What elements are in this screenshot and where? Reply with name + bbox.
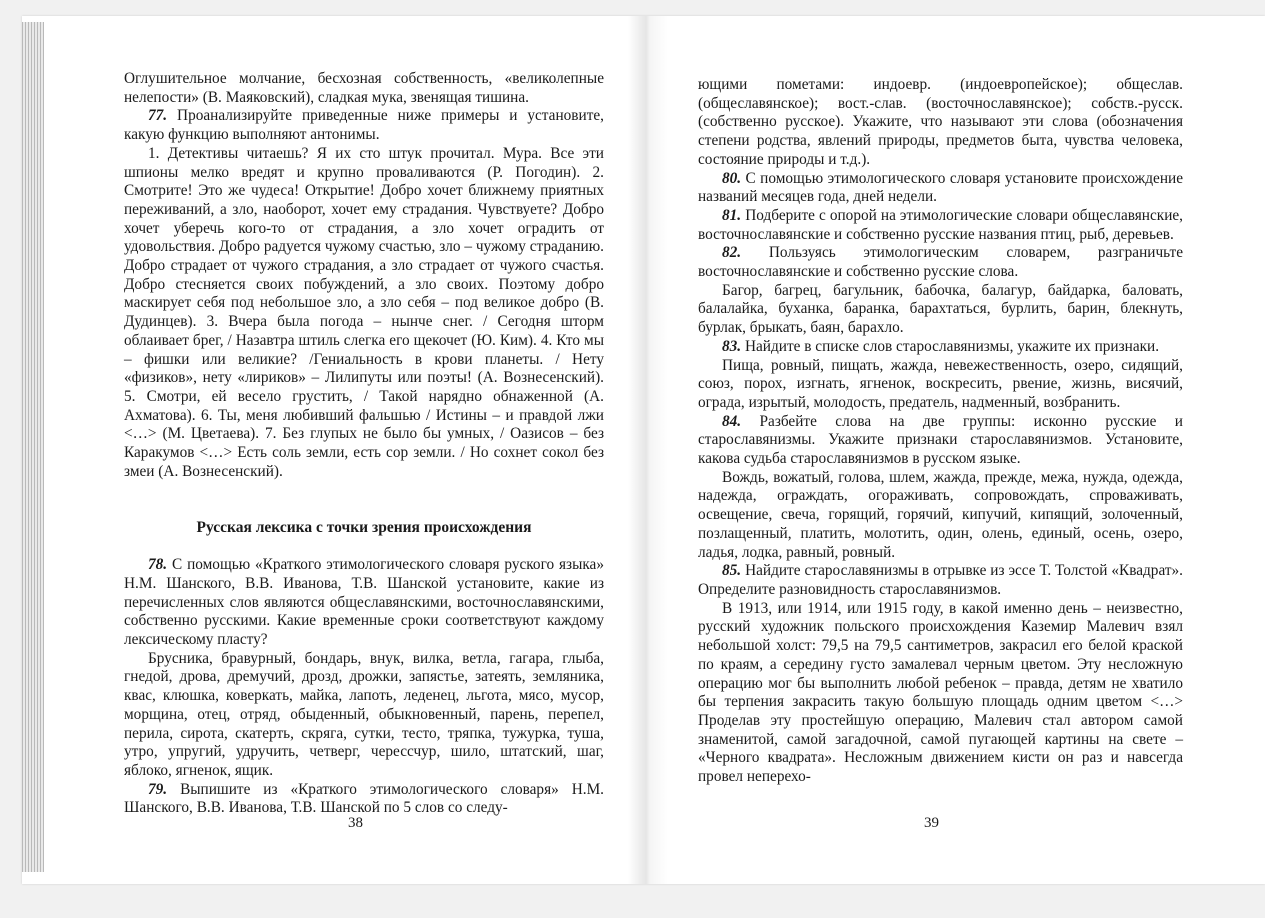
exercise-number: 84. — [722, 412, 742, 430]
page-edges — [22, 22, 44, 872]
exercise-text: Найдите старославянизмы в отрывке из эссе Т. Толстой «Квадрат». Определите разновидность старославянизмов. — [698, 562, 1184, 598]
exercise-text: Проанализируйте приведенные ниже примеры и установите, какую функцию выполняют антонимы. — [124, 107, 604, 144]
body-paragraph: В 1913, или 1914, или 1915 году, в какой именно день – неизвестно, русский художник польского происхождения Каземир Малевич взял небольшой холст: 79,5 на 79,5 сантиметров, закрасил его белой краской по краям, а середину густо замалевал черным цветом. Эту несложную операцию мог бы выполнить любой ребенок – правда, детям не хватило бы терпения закрасить такую большую площадь одним цветом <…> Проделав эту простейшую операцию, Малевич стал автором самой знаменитой, самой загадочной, самой пугающей картины на свете – «Черного квадрата». Несложным движением кисти он раз и навсегда провел неперехо- — [698, 599, 1183, 786]
exercise-paragraph — [698, 413, 1183, 469]
section-title: Русская лексика с точки зрения происхождения — [196, 519, 532, 537]
exercise-paragraph — [698, 207, 1183, 244]
right-page-text — [698, 76, 1183, 787]
body-paragraph: Пища, ровный, пищать, жажда, невежественность, озеро, сидящий, союз, порох, изгнать, ягненок, воскресить, рвение, жизнь, висячий, ограда, изрытый, молодость, предатель, надменный, возбранить. — [698, 356, 1183, 411]
exercise-number: 77. — [148, 107, 168, 125]
exercise-paragraph — [124, 107, 604, 144]
exercise-number: 79. — [148, 780, 168, 798]
exercise-paragraph — [124, 556, 604, 650]
exercise-paragraph — [698, 244, 1183, 281]
exercise-text: С помощью этимологического словаря установите происхождение названий месяцев года, дней недели. — [698, 169, 1183, 206]
exercise-paragraph — [698, 170, 1183, 207]
exercise-number: 83. — [722, 337, 742, 355]
body-paragraph: Багор, багрец, багульник, бабочка, балагур, байдарка, баловать, балалайка, буханка, баранка, барахтаться, бурлить, барин, блекнуть, бурлак, брыкать, баян, барахло. — [698, 281, 1183, 337]
exercise-number: 85. — [722, 562, 742, 580]
exercise-number: 82. — [722, 244, 742, 262]
exercise-text: Разбейте слова на две группы: исконно русские и старославянизмы. Укажите признаки старославянизмов. Установите, какова судьба старославянизмов в русском языке. — [698, 412, 1183, 468]
exercise-text: Выпишите из «Краткого этимологического словаря» Н.М. Шанского, В.В. Иванова, Т.В. Шанской по 5 слов со следу- — [124, 780, 604, 817]
exercise-number: 81. — [722, 206, 742, 224]
exercise-text: Пользуясь этимологическим словарем, разграничьте восточнославянские и собственно русские слова. — [698, 244, 1184, 281]
exercise-text: Найдите в списке слов старославянизмы, укажите их признаки. — [744, 337, 1160, 355]
page-number-left: 38 — [348, 815, 363, 831]
body-paragraph: Оглушительное молчание, бесхозная собственность, «великолепные нелепости» (В. Маяковский), сладкая мука, звенящая тишина. — [124, 70, 604, 106]
body-paragraph: Вождь, вожатый, голова, шлем, жажда, прежде, межа, нужда, одежда, надежда, ограждать, огораживать, сопровождать, спроваживать, освещение, свеча, горящий, горячий, кипучий, кипящий, золоченный, позлащенный, платить, молотить, один, олень, единый, осень, озеро, ладья, лодка, равный, ровный. — [698, 468, 1183, 561]
exercise-text: С помощью «Краткого этимологического словаря руского языка» Н.М. Шанского, В.В. Иванова, Т.В. Шанской установите, какие из перечисленных слов являются общеславянскими, восточнославянскими, собственно русскими. Какие временные сроки соответствуют каждому лексическому пласту? — [124, 556, 604, 648]
exercise-number: 78. — [148, 556, 168, 574]
exercise-paragraph — [698, 338, 1183, 357]
left-page-text — [124, 70, 604, 818]
exercise-number: 80. — [722, 169, 742, 187]
exercise-paragraph — [124, 781, 604, 818]
exercise-text: Подберите с опорой на этимологические словари общеславянские, восточнославянские и собственно русские названия птиц, рыб, деревьев. — [698, 206, 1183, 243]
body-paragraph: ющими пометами: индоевр. (индоевропейское); общеслав. (общеславянское); вост.-слав. (восточнославянское); собств.-русск. (собственно русское). Укажите, что называют эти слова (обозначения степени родства, явлений природы, предметов быта, чувства человека, состояние природы и т.д.). — [698, 76, 1183, 168]
page-number-right: 39 — [924, 815, 939, 831]
body-paragraph: Брусника, бравурный, бондарь, внук, вилка, ветла, гагара, глыба, гнедой, дрова, дремучий, дрозд, дрожки, запястье, затеять, земляника, квас, клюшка, коверкать, майка, лапоть, леденец, льгота, мясо, мусор, морщина, отец, отряд, обыденный, обыкновенный, парень, перепел, перила, сирота, скатерть, скряга, сутки, тесто, тряпка, тужурка, туша, утро, упругий, удручить, четверг, черессчур, шило, штатский, шаг, яблоко, ягненок, ящик. — [124, 649, 604, 779]
book-gutter — [628, 16, 668, 884]
exercise-paragraph — [698, 562, 1183, 599]
body-paragraph: 1. Детективы читаешь? Я их сто штук прочитал. Мура. Все эти шпионы мелко вредят и крупно проваливаются (Р. Погодин). 2. Смотрите! Это же чудеса! Открытие! Добро хочет ближнему приятных переживаний, а зло, наоборот, хочет ему страдания. Чувствуете? Добро хочет уберечь кого-то от страдания, а зло хочет оградить от удовольствия. Добро радуется чужому счастью, зло – чужому страданию. Добро страдает от чужого страдания, а зло страдает от чужого счастья. Добро стесняется своих побуждений, а зло своих. Поэтому добро маскирует себя под небольшое зло, а зло себя – под великое добро (В. Дудинцев). 3. Вчера была погода – нынче снег. / Сегодня шторм облаивает брег, / Назавтра штиль слегка его щекочет (Ю. Ким). 4. Кто мы – фишки или великие? /Гениальность в крови планеты. / Нету «физиков», нету «лириков» – Лилипуты или поэты! (А. Вознесенский). 5. Смотри, ей весело грустить, / Такой нарядно обнаженной (А. Ахматова). 6. Ты, меня любивший фальшью / Истины – и правдой лжи <…> (М. Цветаева). 7. Без глупых не было бы умных, / Оазисов – без Каракумов <…> Есть соль земли, есть сор земли. / Но сохнет сокол без змеи (А. Вознесенский). — [124, 144, 604, 480]
